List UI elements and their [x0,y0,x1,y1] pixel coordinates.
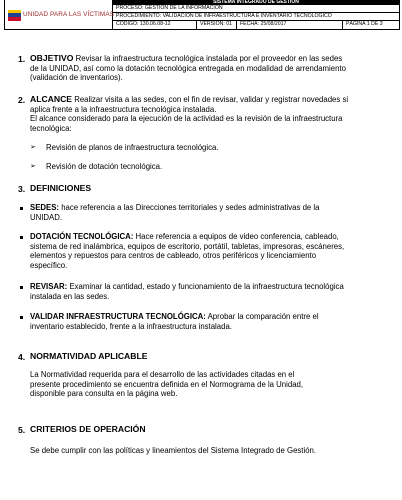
process-row: PROCESO: GESTIÓN DE LA INFORMACIÓN [113,5,399,13]
paragraph-line: aplica frente a la infraestructura tecnológica instalada. [30,104,217,114]
definition-text: elementos y repuestos para centros de cableado, otros periféricos y licenciamiento [30,251,317,261]
section-title: DEFINICIONES [30,183,92,193]
definition-text: hace referencia a las Direcciones territoriales y sedes administrativas de la [61,203,320,212]
definition-text: instalada en las sedes. [30,291,110,301]
definition-item [30,232,375,270]
paragraph-line: disponible para consulta en la página web. [30,389,178,399]
list-item: Revisión de planos de infraestructura tecnológica. [46,143,219,152]
square-bullet-icon [20,286,23,289]
definition-text: Hace referencia a equipos de video conferencia, cableado, [135,232,339,241]
square-bullet-icon [20,316,23,319]
section-alcance [30,95,375,133]
paragraph-line: Se debe cumplir con las políticas y lineamientos del Sistema Integrado de Gestión. [30,446,317,455]
logo-cell [5,0,113,29]
paragraph-line: de la UNIDAD, así como la dotación tecnológica entregada en modalidad de arrendamiento [30,63,346,73]
definition-text: Examinar la cantidad, estado y funcionamiento de la infraestructura tecnológica [69,282,344,291]
definition-text: sistema de red inalámbrica, equipos de escritorio, portátil, tabletas, impresoras, escáneres, [30,241,345,251]
paragraph-line: Realizar visita a las sedes, con el fin de revisar, validar y registrar novedades si [74,95,349,104]
paragraph-line: La Normatividad requerida para el desarrollo de las actividades citadas en el [30,370,295,379]
section-number: 5. [18,425,26,435]
definition-text: Aprobar la comparación entre el [207,312,319,321]
definition-item [30,282,375,301]
header-info [113,0,399,29]
date-cell: FECHA: 25/08/2017 [237,21,343,29]
definition-term: SEDES: [30,203,60,212]
definition-text: UNIDAD. [30,212,63,222]
definition-text: específico. [30,260,68,270]
paragraph-line: presente procedimiento se encuentra definida en el Normograma de la Unidad, [30,379,304,389]
paragraph-line: Revisar la infraestructura tecnológica instalada por el proveedor en las sedes [75,54,343,63]
arrow-bullet-icon: ➢ [30,163,36,170]
square-bullet-icon [20,207,23,210]
unit-logo-icon [8,10,21,21]
section-number: 4. [18,352,26,362]
list-item: Revisión de dotación tecnológica. [46,162,163,171]
logo-text: UNIDAD PARA LAS VÍCTIMAS [23,11,115,18]
code-cell: CÓDIGO: 130.06.08-12 [113,21,197,29]
system-title: SISTEMA INTEGRADO DE GESTIÓN [113,0,399,5]
definition-text: inventario establecido, frente a la infraestructura instalada. [30,321,232,331]
paragraph-line: tecnológica: [30,123,72,133]
definition-term: DOTACIÓN TECNOLÓGICA: [30,232,134,241]
meta-row [113,21,399,29]
arrow-bullet-icon: ➢ [30,144,36,151]
section-objetivo [30,54,375,83]
section-title: NORMATIVIDAD APLICABLE [30,351,148,361]
paragraph-line: (validación de inventarios). [30,73,123,83]
definition-item [30,312,375,331]
procedure-row: PROCEDIMIENTO: VALIDACIÓN DE INFRAESTRUCTURA E INVENTARIO TECNOLÓGICO [113,13,399,21]
section-title: ALCANCE [30,94,73,104]
section-number: 3. [18,184,26,194]
page-cell: PÁGINA 1 DE 3 [346,21,383,27]
document-header [4,0,400,30]
square-bullet-icon [20,236,23,239]
section-title: OBJETIVO [30,53,74,63]
section-normatividad-text [30,370,375,399]
definition-item [30,203,375,222]
section-title: CRITERIOS DE OPERACIÓN [30,424,146,434]
definition-term: REVISAR: [30,282,68,291]
paragraph-line: El alcance considerado para la ejecución de la actividad es la revisión de la infraestructura [30,114,343,124]
section-number: 2. [18,95,26,105]
section-number: 1. [18,54,26,64]
version-cell: VERSIÓN: 01 [197,21,237,29]
definition-term: VALIDAR INFRAESTRUCTURA TECNOLÓGICA: [30,312,206,321]
